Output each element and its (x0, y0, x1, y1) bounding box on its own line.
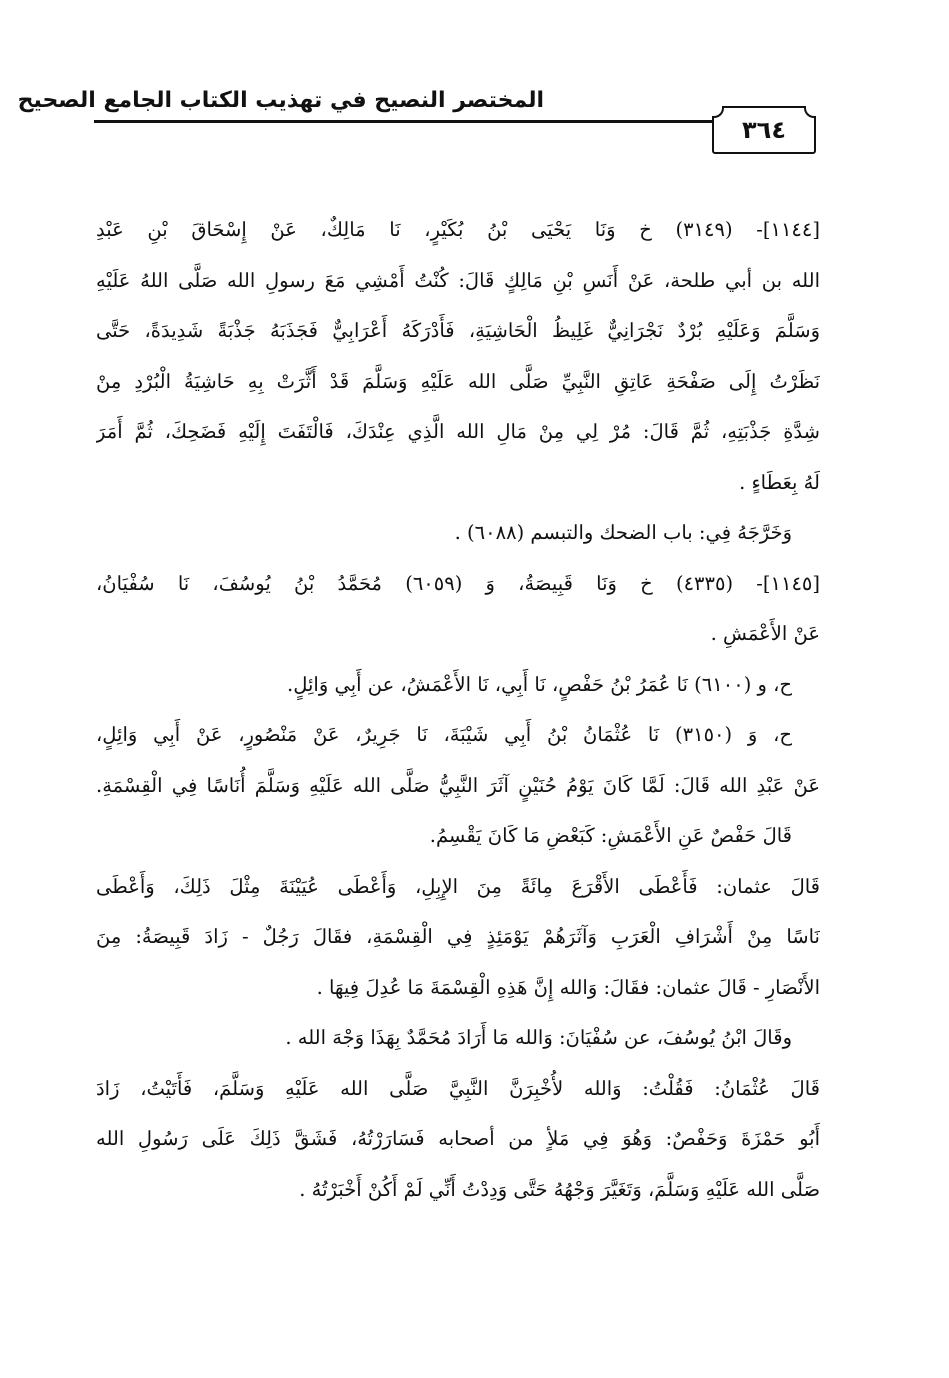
page-number: ٣٦٤ (742, 116, 786, 144)
text-line: الله بن أبي طلحة، عَنْ أَنَسِ بْنِ مَالِكٍ قَالَ: كُنْتُ أَمْشِي مَعَ رسولِ الله صَلَّى اللهُ عَلَيْهِ (96, 268, 820, 292)
text-line: قَالَ عثمان: فَأَعْطَى الأَقْرَعَ مِائَةً مِنَ الإِبِلِ، وَأَعْطَى عُيَيْنَةَ مِثْلَ ذَلِكَ، وَأَعْطَى (96, 874, 820, 898)
text-line: [١١٤٥]- (٤٣٣٥) خ وَنَا قَبِيصَةُ، وَ (٦٠٥٩) مُحَمَّدُ بْنُ يُوسُفَ، نَا سُفْيَانُ، (96, 571, 820, 595)
text-line: صَلَّى الله عَلَيْهِ وَسَلَّمَ، وَتَغَيَّرَ وَجْهُهُ حَتَّى وَدِدْتُ أَنِّي لَمْ أَكُنْ أَخْبَرْتُهُ . (299, 1177, 820, 1201)
text-line: نَظَرْتُ إِلَى صَفْحَةِ عَاتِقِ النَّبِيِّ صَلَّى الله عَلَيْهِ وَسَلَّمَ قَدْ أَثَّرَتْ بِهِ حَاشِيَةُ الْبُرْدِ مِنْ (96, 369, 820, 393)
text-line: عَنْ عَبْدِ الله قَالَ: لَمَّا كَانَ يَوْمُ حُنَيْنٍ آثَرَ النَّبِيُّ صَلَّى الله عَلَيْهِ وَسَلَّمَ أُنَاسًا فِي الْقِسْمَةِ. (96, 773, 820, 797)
text-line: أَبُو حَمْزَةَ وَحَفْصٌ: وَهُوَ فِي مَلأٍ من أصحابه فَسَارَرْتُهُ، فَشَقَّ ذَلِكَ عَلَى رَسُولِ الله (96, 1127, 820, 1150)
text-line: عَنْ الأَعْمَشِ . (710, 622, 820, 645)
text-line: وَسَلَّمَ وَعَلَيْهِ بُرْدٌ نَجْرَانِيٌّ غَلِيظُ الْحَاشِيَةِ، فَأَدْرَكَهُ أَعْرَابِيٌّ فَجَذَبَهُ جَذْبَةً شَدِيدَةً، حَتَّى (96, 319, 820, 342)
text-line: لَهُ بِعَطَاءٍ . (739, 470, 820, 494)
text-line: [١١٤٤]- (٣١٤٩) خ وَنَا يَحْيَى بْنُ بُكَيْرٍ، نَا مَالِكٌ، عَنْ إِسْحَاقَ بْنِ عَبْدِ (96, 218, 820, 241)
text-line: وَخَرَّجَهُ فِي: باب الضحك والتبسم (٦٠٨٨) . (454, 521, 792, 544)
text-line: ح، وَ (٣١٥٠) نَا عُثْمَانُ بْنُ أَبِي شَيْبَةَ، نَا جَرِيرٌ، عَنْ مَنْصُورٍ، عَنْ أَبِي وَائِلٍ، (96, 723, 792, 746)
text-line: قَالَ عُثْمَانُ: فَقُلْتُ: وَالله لأُخْبِرَنَّ النَّبِيَّ صَلَّى الله عَلَيْهِ وَسَلَّمَ، فَأَتَيْتُ، زَادَ (96, 1076, 820, 1100)
text-line: قَالَ حَفْصٌ عَنِ الأَعْمَشِ: كَبَعْضِ مَا كَانَ يَقْسِمُ. (429, 824, 792, 847)
running-title: المختصر النصيح في تهذيب الكتاب الجامع الصحيح (17, 88, 544, 113)
text-line: وقَالَ ابْنُ يُوسُفَ، عن سُفْيَانَ: وَالله مَا أَرَادَ مُحَمَّدٌ بِهَذَا وَجْهَ الله . (285, 1026, 792, 1049)
body-text (96, 205, 820, 1215)
text-line: نَاسًا مِنْ أَشْرَافِ الْعَرَبِ وَآثَرَهُمْ يَوْمَئِذٍ فِي الْقِسْمَةِ، فقَالَ رَجُلٌ - زَادَ قَبِيصَةُ: مِنَ (96, 925, 820, 948)
text-line: ح، و (٦١٠٠) نَا عُمَرُ بْنُ حَفْصٍ، نَا أَبِي، نَا الأَعْمَشُ، عن أَبِي وَائِلٍ. (287, 672, 792, 696)
header-rule (94, 120, 714, 123)
page-number-frame (712, 106, 816, 154)
text-line: شِدَّةِ جَذْبَتِهِ، ثُمَّ قَالَ: مُرْ لِي مِنْ مَالِ الله الَّذِي عِنْدَكَ، فَالْتَفَتَ إِلَيْهِ فَضَحِكَ، ثُمَّ أَمَرَ (96, 420, 820, 443)
text-line: الأَنْصَارِ - قَالَ عثمان: فقَالَ: وَالله إِنَّ هَذِهِ الْقِسْمَةَ مَا عُدِلَ فِيهَا . (316, 975, 820, 999)
